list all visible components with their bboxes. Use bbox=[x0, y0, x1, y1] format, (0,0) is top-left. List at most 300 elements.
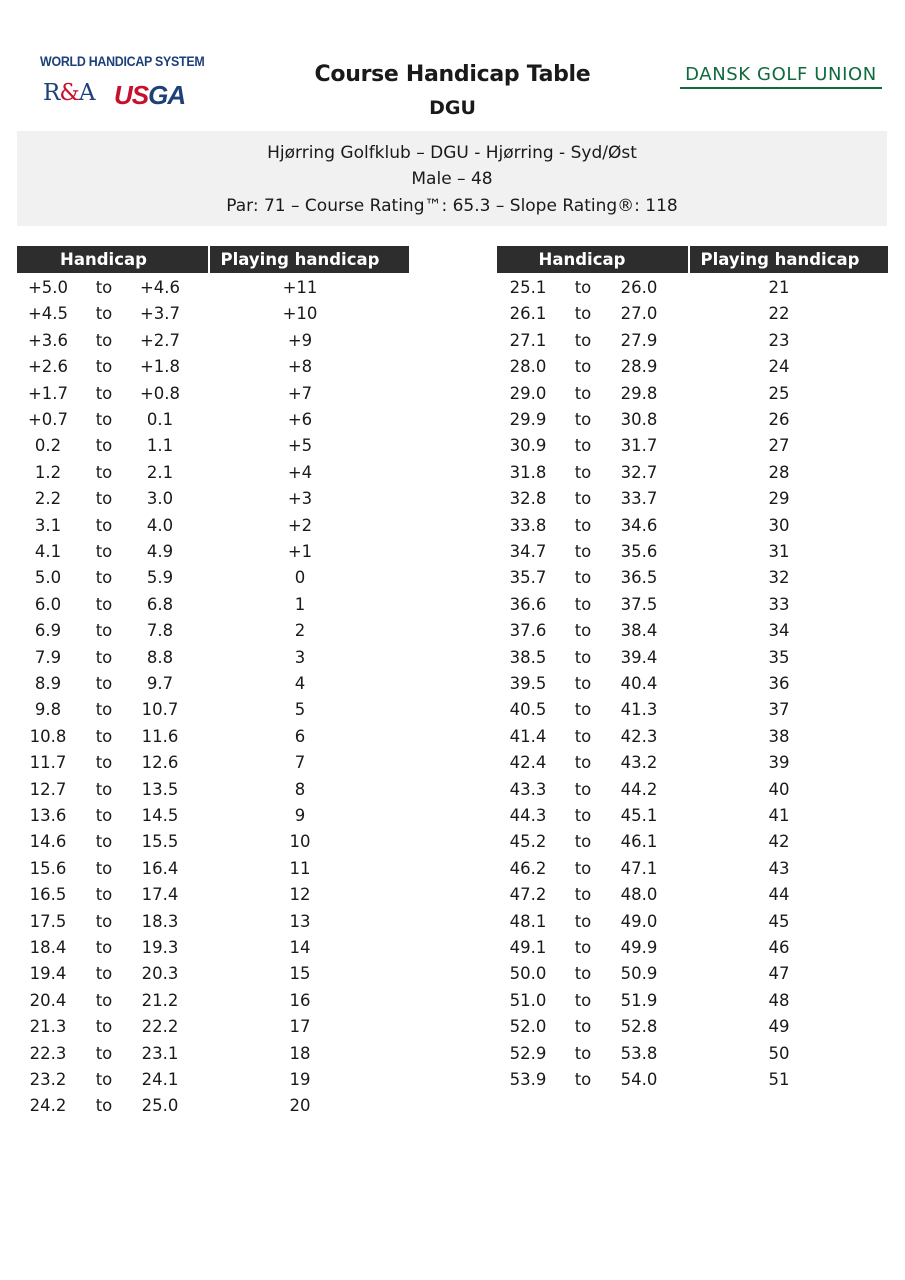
playing-handicap: 0 bbox=[294, 568, 306, 588]
handicap-to: 48.0 bbox=[620, 885, 658, 905]
playing-handicap: 32 bbox=[768, 568, 790, 588]
handicap-to: 54.0 bbox=[620, 1070, 658, 1089]
handicap-to: 9.7 bbox=[146, 674, 174, 693]
to-label: to bbox=[95, 594, 113, 614]
to-label: to bbox=[95, 357, 113, 377]
table-row bbox=[0, 803, 905, 829]
handicap-from: 26.1 bbox=[509, 304, 547, 324]
playing-handicap: 23 bbox=[768, 330, 790, 350]
handicap-from: 5.0 bbox=[34, 568, 62, 588]
table-row bbox=[0, 275, 905, 301]
handicap-to: 34.6 bbox=[620, 515, 658, 535]
table-row bbox=[0, 301, 905, 327]
playing-handicap: 37 bbox=[768, 700, 790, 720]
playing-handicap: 44 bbox=[768, 885, 790, 905]
handicap-to: 23.1 bbox=[141, 1043, 179, 1063]
playing-handicap: 34 bbox=[768, 621, 790, 641]
handicap-from: 50.0 bbox=[509, 964, 547, 984]
playing-handicap: 3 bbox=[294, 647, 306, 667]
handicap-to: 12.6 bbox=[141, 753, 179, 773]
handicap-to: 31.7 bbox=[620, 436, 658, 456]
handicap-from: 39.5 bbox=[509, 674, 547, 693]
to-label: to bbox=[95, 885, 113, 905]
playing-handicap: 42 bbox=[768, 832, 790, 852]
to-label: to bbox=[95, 858, 113, 878]
handicap-to: 46.1 bbox=[620, 832, 658, 852]
handicap-to: 53.8 bbox=[620, 1043, 658, 1063]
to-label: to bbox=[95, 1070, 113, 1089]
handicap-from: 17.5 bbox=[29, 911, 67, 931]
table-row bbox=[0, 1041, 905, 1067]
playing-handicap: 1 bbox=[294, 594, 306, 614]
handicap-to: 18.3 bbox=[141, 911, 179, 931]
to-label: to bbox=[95, 542, 113, 561]
handicap-from: 9.8 bbox=[34, 700, 62, 720]
playing-handicap: +5 bbox=[287, 436, 313, 456]
to-label: to bbox=[574, 542, 592, 561]
table-row bbox=[0, 856, 905, 882]
playing-handicap: 17 bbox=[289, 1017, 311, 1037]
handicap-from: 21.3 bbox=[29, 1017, 67, 1037]
to-label: to bbox=[574, 568, 592, 588]
handicap-to: 0.1 bbox=[146, 410, 174, 429]
ra-logo-amp: & bbox=[59, 80, 79, 106]
handicap-to: 19.3 bbox=[141, 938, 179, 957]
playing-handicap: 48 bbox=[768, 990, 790, 1010]
playing-handicap: +10 bbox=[282, 304, 318, 324]
table-row bbox=[0, 1093, 905, 1119]
playing-handicap: 51 bbox=[768, 1070, 790, 1089]
to-label: to bbox=[574, 383, 592, 403]
ra-logo-r: R bbox=[43, 80, 60, 106]
to-label: to bbox=[574, 700, 592, 720]
handicap-from: 3.1 bbox=[34, 515, 62, 535]
handicap-to: 44.2 bbox=[620, 779, 658, 799]
handicap-to: 7.8 bbox=[146, 621, 174, 641]
to-label: to bbox=[95, 462, 113, 482]
to-label: to bbox=[574, 885, 592, 905]
handicap-from: 34.7 bbox=[509, 542, 547, 561]
handicap-to: 3.0 bbox=[146, 489, 174, 509]
table-row bbox=[0, 829, 905, 855]
handicap-from: 32.8 bbox=[509, 489, 547, 509]
handicap-from: 52.0 bbox=[509, 1017, 547, 1037]
to-label: to bbox=[574, 858, 592, 878]
table-row bbox=[0, 1067, 905, 1093]
table-row bbox=[0, 724, 905, 750]
handicap-to: 38.4 bbox=[620, 621, 658, 641]
playing-handicap: 10 bbox=[289, 832, 311, 852]
handicap-from: 52.9 bbox=[509, 1043, 547, 1063]
handicap-from: 33.8 bbox=[509, 515, 547, 535]
playing-handicap: 14 bbox=[289, 938, 311, 957]
handicap-to: 17.4 bbox=[141, 885, 179, 905]
table-row bbox=[0, 513, 905, 539]
playing-handicap: 12 bbox=[289, 885, 311, 905]
table-row bbox=[0, 407, 905, 433]
to-label: to bbox=[95, 964, 113, 984]
playing-handicap: 28 bbox=[768, 462, 790, 482]
to-label: to bbox=[574, 278, 592, 297]
playing-handicap: 46 bbox=[768, 938, 790, 957]
handicap-from: 15.6 bbox=[29, 858, 67, 878]
handicap-from: 2.2 bbox=[34, 489, 62, 509]
table-row bbox=[0, 354, 905, 380]
handicap-to: 52.8 bbox=[620, 1017, 658, 1037]
handicap-from: 20.4 bbox=[29, 990, 67, 1010]
table-row bbox=[0, 1014, 905, 1040]
playing-handicap: 16 bbox=[289, 990, 311, 1010]
table-row bbox=[0, 539, 905, 565]
playing-handicap: +7 bbox=[287, 383, 313, 403]
table-row bbox=[0, 618, 905, 644]
handicap-to: 20.3 bbox=[141, 964, 179, 984]
handicap-from: 8.9 bbox=[34, 674, 62, 693]
table-row bbox=[0, 433, 905, 459]
to-label: to bbox=[574, 753, 592, 773]
to-label: to bbox=[574, 515, 592, 535]
handicap-from: 13.6 bbox=[29, 806, 67, 825]
table-row bbox=[0, 645, 905, 671]
handicap-from: 44.3 bbox=[509, 806, 547, 825]
handicap-to: 35.6 bbox=[620, 542, 658, 561]
handicap-to: 49.0 bbox=[620, 911, 658, 931]
handicap-from: +2.6 bbox=[27, 357, 69, 377]
playing-handicap: 33 bbox=[768, 594, 790, 614]
playing-handicap: 40 bbox=[768, 779, 790, 799]
to-label: to bbox=[95, 1043, 113, 1063]
table-row bbox=[0, 592, 905, 618]
playing-handicap: +11 bbox=[282, 278, 318, 297]
handicap-to: 4.9 bbox=[146, 542, 174, 561]
handicap-from: 53.9 bbox=[509, 1070, 547, 1089]
playing-handicap: 27 bbox=[768, 436, 790, 456]
playing-handicap: 25 bbox=[768, 383, 790, 403]
to-label: to bbox=[574, 1043, 592, 1063]
handicap-from: 11.7 bbox=[29, 753, 67, 773]
playing-handicap: 7 bbox=[294, 753, 306, 773]
handicap-to: 41.3 bbox=[620, 700, 658, 720]
table-row bbox=[0, 961, 905, 987]
to-label: to bbox=[95, 938, 113, 957]
handicap-from: +5.0 bbox=[27, 278, 69, 297]
playing-handicap: 19 bbox=[289, 1070, 311, 1089]
to-label: to bbox=[574, 489, 592, 509]
header-handicap-left: Handicap bbox=[60, 250, 147, 269]
handicap-to: 14.5 bbox=[141, 806, 179, 825]
handicap-from: 47.2 bbox=[509, 885, 547, 905]
playing-handicap: 22 bbox=[768, 304, 790, 324]
page-subtitle: DGU bbox=[429, 97, 476, 119]
playing-handicap: 21 bbox=[768, 278, 790, 297]
to-label: to bbox=[574, 779, 592, 799]
to-label: to bbox=[574, 304, 592, 324]
playing-handicap: 18 bbox=[289, 1043, 311, 1063]
playing-handicap: +8 bbox=[287, 357, 313, 377]
playing-handicap: 30 bbox=[768, 515, 790, 535]
handicap-from: 38.5 bbox=[509, 647, 547, 667]
handicap-to: +3.7 bbox=[139, 304, 181, 324]
to-label: to bbox=[95, 410, 113, 429]
to-label: to bbox=[574, 674, 592, 693]
table-header bbox=[17, 246, 888, 273]
handicap-to: 39.4 bbox=[620, 647, 658, 667]
playing-handicap: 15 bbox=[289, 964, 311, 984]
handicap-to: 30.8 bbox=[620, 410, 658, 429]
handicap-from: 7.9 bbox=[34, 647, 62, 667]
playing-handicap: 8 bbox=[294, 779, 306, 799]
playing-handicap: 41 bbox=[768, 806, 790, 825]
handicap-from: 40.5 bbox=[509, 700, 547, 720]
dgu-logo-underline bbox=[680, 87, 882, 89]
playing-handicap: 47 bbox=[768, 964, 790, 984]
playing-handicap: 36 bbox=[768, 674, 790, 693]
handicap-from: +4.5 bbox=[27, 304, 69, 324]
handicap-from: 45.2 bbox=[509, 832, 547, 852]
handicap-from: 36.6 bbox=[509, 594, 547, 614]
table-row bbox=[0, 935, 905, 961]
to-label: to bbox=[574, 647, 592, 667]
playing-handicap: 50 bbox=[768, 1043, 790, 1063]
table-row bbox=[0, 777, 905, 803]
playing-handicap: +6 bbox=[287, 410, 313, 429]
handicap-to: 42.3 bbox=[620, 726, 658, 746]
handicap-to: 27.0 bbox=[620, 304, 658, 324]
handicap-to: 2.1 bbox=[146, 462, 174, 482]
to-label: to bbox=[574, 594, 592, 614]
handicap-from: 22.3 bbox=[29, 1043, 67, 1063]
to-label: to bbox=[95, 515, 113, 535]
table-row bbox=[0, 697, 905, 723]
playing-handicap: 35 bbox=[768, 647, 790, 667]
handicap-to: 45.1 bbox=[620, 806, 658, 825]
handicap-from: 31.8 bbox=[509, 462, 547, 482]
handicap-to: 13.5 bbox=[141, 779, 179, 799]
handicap-from: 4.1 bbox=[34, 542, 62, 561]
handicap-from: 35.7 bbox=[509, 568, 547, 588]
handicap-to: 33.7 bbox=[620, 489, 658, 509]
to-label: to bbox=[95, 278, 113, 297]
to-label: to bbox=[95, 1017, 113, 1037]
handicap-to: +2.7 bbox=[139, 330, 181, 350]
handicap-to: 51.9 bbox=[620, 990, 658, 1010]
playing-handicap: 49 bbox=[768, 1017, 790, 1037]
handicap-from: 1.2 bbox=[34, 462, 62, 482]
course-info-box bbox=[17, 131, 887, 226]
playing-handicap: 24 bbox=[768, 357, 790, 377]
to-label: to bbox=[95, 990, 113, 1010]
playing-handicap: 13 bbox=[289, 911, 311, 931]
to-label: to bbox=[95, 726, 113, 746]
to-label: to bbox=[574, 938, 592, 957]
playing-handicap: 31 bbox=[768, 542, 790, 561]
playing-handicap: 2 bbox=[294, 621, 306, 641]
to-label: to bbox=[95, 674, 113, 693]
table-row bbox=[0, 328, 905, 354]
handicap-to: +1.8 bbox=[139, 357, 181, 377]
handicap-from: 46.2 bbox=[509, 858, 547, 878]
handicap-to: +0.8 bbox=[139, 383, 181, 403]
handicap-to: +4.6 bbox=[139, 278, 181, 297]
to-label: to bbox=[574, 911, 592, 931]
handicap-from: 42.4 bbox=[509, 753, 547, 773]
dgu-logo-text: DANSK GOLF UNION bbox=[685, 64, 877, 85]
handicap-from: 12.7 bbox=[29, 779, 67, 799]
handicap-from: 29.0 bbox=[509, 383, 547, 403]
handicap-to: 24.1 bbox=[141, 1070, 179, 1089]
handicap-from: 18.4 bbox=[29, 938, 67, 957]
playing-handicap: 9 bbox=[294, 806, 306, 825]
to-label: to bbox=[95, 436, 113, 456]
handicap-from: 41.4 bbox=[509, 726, 547, 746]
handicap-to: 43.2 bbox=[620, 753, 658, 773]
rating-info: Par: 71 – Course Rating™: 65.3 – Slope Rating®: 118 bbox=[226, 196, 678, 216]
handicap-from: 6.9 bbox=[34, 621, 62, 641]
to-label: to bbox=[95, 568, 113, 588]
to-label: to bbox=[574, 1017, 592, 1037]
to-label: to bbox=[95, 806, 113, 825]
handicap-to: 50.9 bbox=[620, 964, 658, 984]
handicap-to: 5.9 bbox=[146, 568, 174, 588]
to-label: to bbox=[574, 964, 592, 984]
handicap-from: 49.1 bbox=[509, 938, 547, 957]
handicap-from: 16.5 bbox=[29, 885, 67, 905]
handicap-to: 6.8 bbox=[146, 594, 174, 614]
to-label: to bbox=[574, 462, 592, 482]
handicap-from: 43.3 bbox=[509, 779, 547, 799]
to-label: to bbox=[95, 383, 113, 403]
handicap-from: 6.0 bbox=[34, 594, 62, 614]
handicap-to: 29.8 bbox=[620, 383, 658, 403]
handicap-to: 21.2 bbox=[141, 990, 179, 1010]
playing-handicap: 11 bbox=[289, 858, 311, 878]
playing-handicap: 26 bbox=[768, 410, 790, 429]
handicap-from: 25.1 bbox=[509, 278, 547, 297]
handicap-from: 51.0 bbox=[509, 990, 547, 1010]
handicap-to: 4.0 bbox=[146, 515, 174, 535]
handicap-from: 14.6 bbox=[29, 832, 67, 852]
to-label: to bbox=[95, 304, 113, 324]
playing-handicap: 39 bbox=[768, 753, 790, 773]
header-gap bbox=[409, 246, 497, 273]
playing-handicap: 20 bbox=[289, 1096, 311, 1116]
table-row bbox=[0, 671, 905, 697]
usga-logo-us: US bbox=[114, 80, 149, 110]
to-label: to bbox=[574, 410, 592, 429]
handicap-to: 27.9 bbox=[620, 330, 658, 350]
handicap-from: 28.0 bbox=[509, 357, 547, 377]
playing-handicap: 5 bbox=[294, 700, 306, 720]
handicap-to: 49.9 bbox=[620, 938, 658, 957]
handicap-to: 1.1 bbox=[146, 436, 174, 456]
to-label: to bbox=[95, 753, 113, 773]
to-label: to bbox=[95, 489, 113, 509]
to-label: to bbox=[95, 700, 113, 720]
page-title: Course Handicap Table bbox=[314, 62, 591, 87]
handicap-to: 37.5 bbox=[620, 594, 658, 614]
handicap-to: 36.5 bbox=[620, 568, 658, 588]
to-label: to bbox=[574, 726, 592, 746]
table-row bbox=[0, 909, 905, 935]
course-name: Hjørring Golfklub – DGU - Hjørring - Syd/Øst bbox=[267, 143, 637, 163]
to-label: to bbox=[95, 621, 113, 641]
to-label: to bbox=[574, 436, 592, 456]
playing-handicap: +4 bbox=[287, 462, 313, 482]
handicap-from: 24.2 bbox=[29, 1096, 67, 1116]
to-label: to bbox=[574, 1070, 592, 1089]
playing-handicap: +1 bbox=[287, 542, 313, 561]
to-label: to bbox=[574, 621, 592, 641]
handicap-from: 0.2 bbox=[34, 436, 62, 456]
playing-handicap: 43 bbox=[768, 858, 790, 878]
playing-handicap: 6 bbox=[294, 726, 306, 746]
to-label: to bbox=[95, 779, 113, 799]
handicap-from: +1.7 bbox=[27, 383, 69, 403]
handicap-to: 25.0 bbox=[141, 1096, 179, 1116]
to-label: to bbox=[574, 990, 592, 1010]
handicap-from: 29.9 bbox=[509, 410, 547, 429]
handicap-from: +0.7 bbox=[27, 410, 69, 429]
handicap-to: 8.8 bbox=[146, 647, 174, 667]
table-row bbox=[0, 486, 905, 512]
handicap-from: 27.1 bbox=[509, 330, 547, 350]
handicap-to: 32.7 bbox=[620, 462, 658, 482]
handicap-to: 47.1 bbox=[620, 858, 658, 878]
to-label: to bbox=[574, 832, 592, 852]
ra-logo-a: A bbox=[78, 80, 95, 106]
playing-handicap: 45 bbox=[768, 911, 790, 931]
to-label: to bbox=[95, 911, 113, 931]
handicap-from: 10.8 bbox=[29, 726, 67, 746]
handicap-to: 16.4 bbox=[141, 858, 179, 878]
header-handicap-right: Handicap bbox=[538, 250, 626, 269]
to-label: to bbox=[95, 1096, 113, 1116]
handicap-to: 22.2 bbox=[141, 1017, 179, 1037]
to-label: to bbox=[574, 330, 592, 350]
table-row bbox=[0, 882, 905, 908]
to-label: to bbox=[574, 806, 592, 825]
to-label: to bbox=[95, 647, 113, 667]
playing-handicap: 4 bbox=[294, 674, 306, 693]
table-row bbox=[0, 988, 905, 1014]
handicap-from: 37.6 bbox=[509, 621, 547, 641]
usga-logo-ga: GA bbox=[148, 80, 186, 110]
table-row bbox=[0, 565, 905, 591]
playing-handicap: 38 bbox=[768, 726, 790, 746]
handicap-to: 11.6 bbox=[141, 726, 179, 746]
handicap-to: 15.5 bbox=[141, 832, 179, 852]
handicap-to: 26.0 bbox=[620, 278, 658, 297]
table-row bbox=[0, 381, 905, 407]
handicap-from: 30.9 bbox=[509, 436, 547, 456]
header-playing-handicap-right: Playing handicap bbox=[700, 250, 860, 269]
playing-handicap: +2 bbox=[287, 515, 313, 535]
table-row bbox=[0, 750, 905, 776]
to-label: to bbox=[95, 832, 113, 852]
handicap-from: +3.6 bbox=[27, 330, 69, 350]
playing-handicap: +9 bbox=[287, 330, 313, 350]
tee-info: Male – 48 bbox=[411, 169, 493, 189]
playing-handicap: 29 bbox=[768, 489, 790, 509]
to-label: to bbox=[574, 357, 592, 377]
handicap-from: 19.4 bbox=[29, 964, 67, 984]
header-playing-handicap-left: Playing handicap bbox=[220, 250, 380, 269]
handicap-from: 23.2 bbox=[29, 1070, 67, 1089]
to-label: to bbox=[95, 330, 113, 350]
handicap-from: 48.1 bbox=[509, 911, 547, 931]
handicap-to: 28.9 bbox=[620, 357, 658, 377]
table-row bbox=[0, 460, 905, 486]
